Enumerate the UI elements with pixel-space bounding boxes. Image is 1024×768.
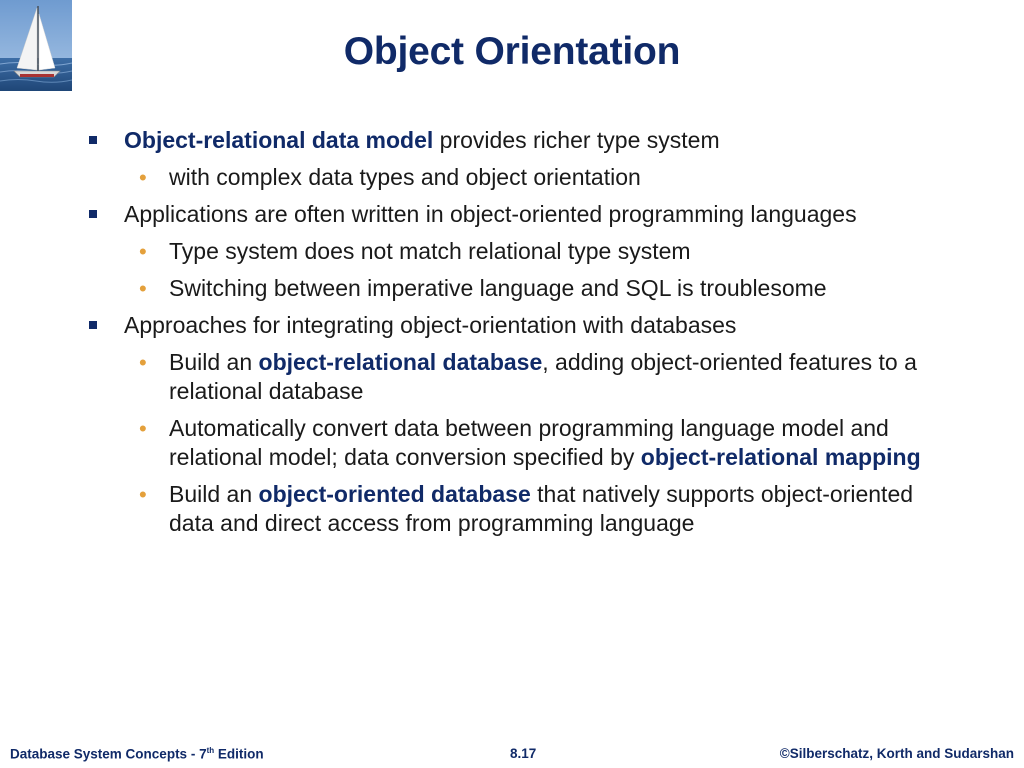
sub-bullet-text: Build an	[169, 481, 259, 507]
dot-bullet-icon: •	[139, 239, 147, 264]
dot-bullet-icon: •	[139, 276, 147, 301]
slide-title: Object Orientation	[343, 30, 681, 73]
bullet-text: Applications are often written in object-oriented programming languages	[124, 201, 857, 227]
highlighted-term: Object-relational data model	[124, 127, 434, 153]
highlighted-term: object-relational mapping	[640, 444, 921, 470]
sub-bullet-text: that natively supports object-oriented data and direct access from programming language	[169, 481, 914, 536]
sub-bullet-item	[86, 163, 966, 192]
sub-bullet-text: Type system does not match relational type system	[169, 238, 691, 264]
bullet-list	[86, 126, 966, 546]
footer-book-title	[10, 746, 264, 762]
bullet-item	[86, 311, 966, 340]
dot-bullet-icon: •	[139, 350, 147, 375]
slide-number: 8.17	[510, 746, 537, 761]
highlighted-term: object-oriented database	[258, 481, 531, 507]
footer-book-title-sup: th	[206, 746, 215, 755]
sub-bullet-text: Automatically convert data between programming language model and relational model; data conversion specified by	[169, 415, 889, 470]
square-bullet-icon	[89, 136, 97, 144]
sub-bullet-item	[86, 237, 966, 266]
highlighted-term: object-relational database	[258, 349, 543, 375]
bullet-item	[86, 200, 966, 229]
bullet-item	[86, 126, 966, 155]
sub-bullet-text: , adding object-oriented features to a relational database	[169, 349, 917, 404]
slide-footer	[0, 746, 1024, 764]
bullet-text: Approaches for integrating object-orientation with databases	[124, 312, 737, 338]
square-bullet-icon	[89, 321, 97, 329]
dot-bullet-icon: •	[139, 416, 147, 441]
sub-bullet-item	[86, 274, 966, 303]
bullet-text: provides richer type system	[433, 127, 720, 153]
sub-bullet-text: Build an	[169, 349, 259, 375]
square-bullet-icon	[89, 210, 97, 218]
sub-bullet-item	[86, 480, 966, 538]
sub-bullet-text: Switching between imperative language and SQL is troublesome	[169, 275, 827, 301]
sub-bullet-item	[86, 414, 966, 472]
sub-bullet-text: with complex data types and object orientation	[169, 164, 641, 190]
footer-copyright: ©Silberschatz, Korth and Sudarshan	[779, 746, 1014, 761]
sub-bullet-item	[86, 348, 966, 406]
footer-book-title-suffix: Edition	[214, 746, 264, 762]
footer-book-title-prefix: Database System Concepts - 7	[10, 746, 207, 762]
dot-bullet-icon: •	[139, 165, 147, 190]
dot-bullet-icon: •	[139, 482, 147, 507]
